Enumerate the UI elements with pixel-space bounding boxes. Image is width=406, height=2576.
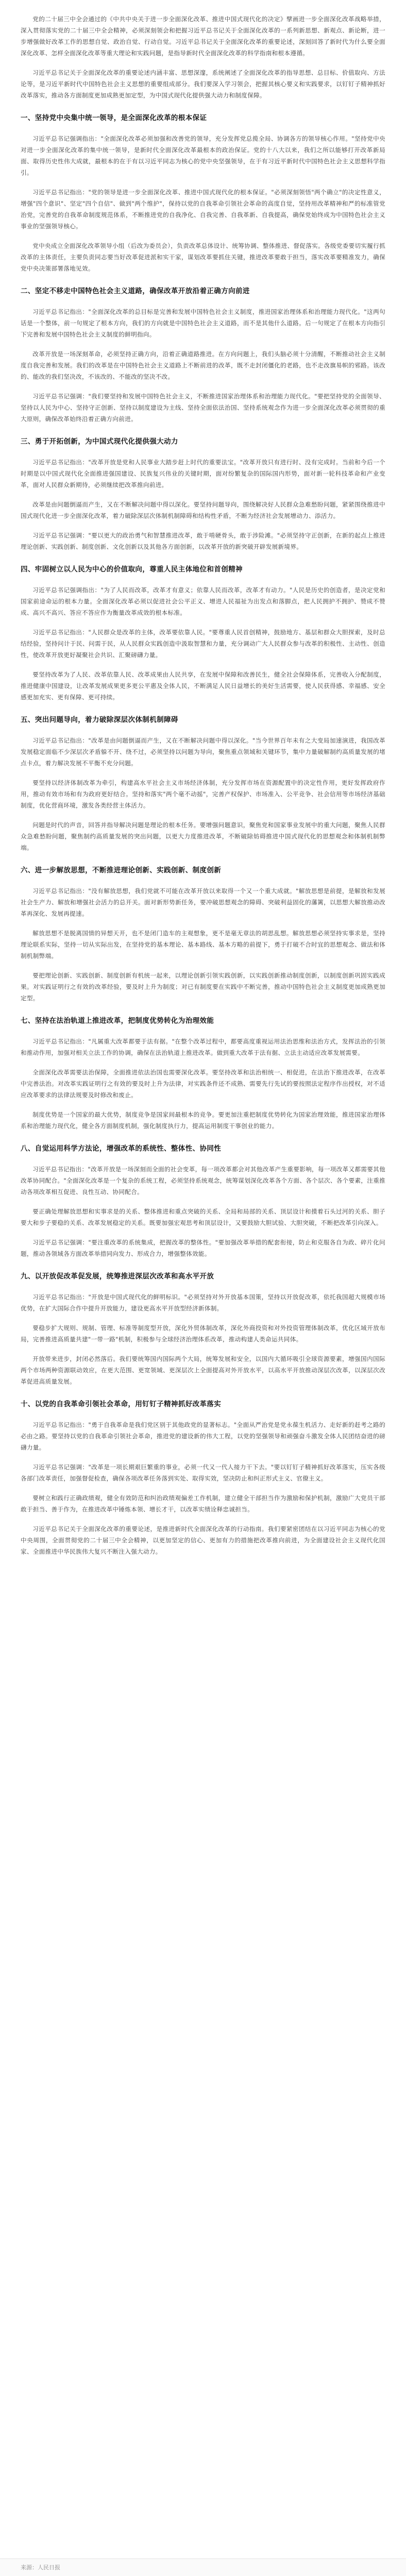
paragraph: 习近平总书记指出："改革是由问题倒逼而产生，又在不断解决问题中得以深化。"当今世界百年未有之大变局加速演进，我国改革发展稳定面临不少深层次矛盾躲不开、绕不过，必须坚持以问题为导向，聚焦重点领域和关键环节，集中力量破解制约高质量发展的堵点卡点，着力解决发展不平衡不充分问题。 bbox=[21, 737, 385, 767]
paragraph: 要稳步扩大规则、规制、管理、标准等制度型开放，深化外贸体制改革，深化外商投资和对外投资管理体制改革，优化区域开放布局，完善推进高质量共建"一带一路"机制，积极参与全球经济治理体系改革，推动构建人类命运共同体。 bbox=[21, 1324, 385, 1343]
paragraph: 要把理论创新、实践创新、制度创新有机统一起来，以理论创新引领实践创新，以实践创新推动制度创新，以制度创新巩固实践成果。对实践证明行之有效的改革经验，要及时上升为制度；对已有制度要在实践中不断完善，推动中国特色社会主义制度更加成熟更加定型。 bbox=[21, 972, 385, 1002]
section-heading: 六、进一步解放思想，不断推进理论创新、实践创新、制度创新 bbox=[21, 866, 222, 874]
section-heading: 五、突出问题导向，着力破除深层次体制机制障碍 bbox=[21, 716, 178, 724]
paragraph: 习近平总书记强调指出："为了人民而改革，改革才有意义；依靠人民而改革，改革才有动力。"人民是历史的创造者，是决定党和国家前途命运的根本力量。全面深化改革必须以促进社会公平正义、增进人民福祉为出发点和落脚点，把人民拥护不拥护、赞成不赞成、高兴不高兴、答应不答应作为衡量改革成效的根本标准。 bbox=[21, 586, 385, 616]
paragraph: 党中央成立全面深化改革领导小组（后改为委员会），负责改革总体设计、统筹协调、整体推进、督促落实。各级党委要切实履行抓改革的主体责任，主要负责同志要当好改革促进派和实干家，谋划改革要抓住关键，推进改革要敢于担当，落实改革要精准发力，确保党中央决策部署落地见效。 bbox=[21, 242, 385, 272]
paragraph: 改革开放是一场深刻革命，必须坚持正确方向，沿着正确道路推进。在方向问题上，我们头脑必须十分清醒，不断推动社会主义制度自我完善和发展。我们的改革是在中国特色社会主义道路上不断前进的改革，既不走封闭僵化的老路，也不走改旗易帜的邪路。该改的、能改的我们坚决改，不该改的、不能改的坚决不改。 bbox=[21, 350, 385, 380]
paragraph: 改革是由问题倒逼而产生，又在不断解决问题中得以深化。要坚持问题导向，围绕解决好人民群众急难愁盼问题，紧紧围绕推进中国式现代化进一步全面深化改革，着力破除深层次体制机制障碍和结构性矛盾，不断为经济社会发展增动力、添活力。 bbox=[21, 501, 385, 519]
paragraph: 开放带来进步，封闭必然落后。我们要统筹国内国际两个大局，统筹发展和安全，以国内大循环吸引全球资源要素，增强国内国际两个市场两种资源联动效应，在更大范围、更宽领域、更深层次上全面提高对外开放水平，以高水平开放推动深层次改革，以深层次改革促进高质量发展。 bbox=[21, 1355, 385, 1385]
section-heading: 二、坚定不移走中国特色社会主义道路，确保改革开放沿着正确方向前进 bbox=[21, 287, 250, 295]
paragraph: 习近平总书记指出："党的领导是进一步全面深化改革、推进中国式现代化的根本保证。"必须深刻领悟"两个确立"的决定性意义，增强"四个意识"、坚定"四个自信"、做到"两个维护"，保持以党的自我革命引领社会革命的高度自觉，坚持用改革精神和严的标准管党治党，完善党的自我革命制度规范体系，不断推进党的自我净化、自我完善、自我革新、自我提高，确保党始终成为中国特色社会主义事业的坚强领导核心。 bbox=[21, 189, 385, 230]
paragraph: 解放思想不是脱离国情的异想天开，也不是闭门造车的主观想象，更不是毫无章法的胡思乱想。解放思想必须坚持实事求是，坚持理论联系实际，坚持一切从实际出发，在坚持党的基本理论、基本路线、基本方略的前提下，勇于打破不合时宜的思想观念、做法和体制机制弊端。 bbox=[21, 930, 385, 959]
paragraph: 习近平总书记强调："要注重改革的系统集成，把握改革的整体性。"要加强改革举措的配套衔接，防止和克服各自为政、碎片化问题，推动各领域各方面改革举措同向发力、形成合力，增强整体效能。 bbox=[21, 1239, 385, 1257]
paragraph: 习近平总书记强调："改革是一项长期艰巨繁重的事业，必须一代又一代人接力干下去。"要以钉钉子精神抓好改革落实，压实各级各部门改革责任，加强督促检查，确保各项改革任务落到实处、取得实效，坚决防止和纠正形式主义、官僚主义。 bbox=[21, 1463, 385, 1482]
paragraph: 习近平总书记强调："要以更大的政治勇气和智慧推进改革，敢于啃硬骨头，敢于涉险滩。"必须坚持守正创新，在新的起点上推进理论创新、实践创新、制度创新、文化创新以及其他各方面创新，以改革开放的新突破开辟发展新境界。 bbox=[21, 532, 385, 550]
paragraph: 习近平总书记强调："我们要坚持和发展中国特色社会主义，不断推进国家治理体系和治理能力现代化。"要把坚持党的全面领导、坚持以人民为中心、坚持守正创新、坚持以制度建设为主线、坚持全面依法治国、坚持系统观念作为进一步全面深化改革必须贯彻的重大原则，确保改革始终沿着正确方向前进。 bbox=[21, 393, 385, 423]
paragraph: 习近平总书记指出："人民群众是改革的主体，改革要依靠人民。"要尊重人民首创精神，鼓励地方、基层和群众大胆探索，及时总结经验，坚持问计于民、问需于民，从人民群众实践创造中汲取智慧和力量，充分调动广大人民群众参与改革的积极性、主动性、创造性，使改革开放更好凝聚社会共识、汇聚磅礴力量。 bbox=[21, 629, 385, 659]
section-heading: 九、以开放促改革促发展，统筹推进深层次改革和高水平开放 bbox=[21, 1272, 214, 1281]
paragraph: 习近平总书记强调指出："全面深化改革必须加强和改善党的领导，充分发挥党总揽全局、协调各方的领导核心作用。"坚持党中央对进一步全面深化改革的集中统一领导，是新时代全面深化改革最根本的政治保证。党的十八大以来，我们之所以能够打开改革新局面、取得历史性伟大成就，最根本的在于有以习近平同志为核心的党中央坚强领导，在于有习近平新时代中国特色社会主义思想科学指引。 bbox=[21, 135, 385, 176]
section-heading: 十、以党的自我革命引领社会革命，用钉钉子精神抓好改革落实 bbox=[21, 1400, 222, 1408]
paragraph: 习近平总书记关于全面深化改革的重要论述，是推进新时代全面深化改革的行动指南。我们要紧密团结在以习近平同志为核心的党中央周围，全面贯彻党的二十届三中全会精神，以更加坚定的信心、更加有力的措施把改革推向前进，为全面建设社会主义现代化国家、全面推进中华民族伟大复兴不断注入强大动力。 bbox=[21, 1525, 385, 1555]
paragraph: 习近平总书记指出："开放是中国式现代化的鲜明标识。"必须坚持对外开放基本国策，坚持以开放促改革，依托我国超大规模市场优势，在扩大国际合作中提升开放能力，建设更高水平开放型经济新体制。 bbox=[21, 1293, 385, 1312]
paragraph: 习近平总书记指出："全面深化改革的总目标是完善和发展中国特色社会主义制度，推进国家治理体系和治理能力现代化。"这两句话是一个整体，前一句规定了根本方向，我们的方向就是中国特色社会主义道路，而不是其他什么道路。后一句规定了在根本方向指引下完善和发展中国特色社会主义制度的鲜明指向。 bbox=[21, 308, 385, 338]
section-heading: 七、坚持在法治轨道上推进改革，把制度优势转化为治理效能 bbox=[21, 1017, 214, 1025]
paragraph: 习近平总书记指出："改革开放是党和人民事业大踏步赶上时代的重要法宝。"改革开放只有进行时、没有完成时。当前和今后一个时期是以中国式现代化全面推进强国建设、民族复兴伟业的关键时期，面对纷繁复杂的国际国内形势，面对新一轮科技革命和产业变革，面对人民群众新期待，必须继续把改革推向前进。 bbox=[21, 459, 385, 489]
section-heading: 三、勇于开拓创新，为中国式现代化提供强大动力 bbox=[21, 437, 178, 446]
paragraph: 全面深化改革需要法治保障，全面推进依法治国也需要深化改革。要坚持改革和法治相统一、相促进，在法治下推进改革，在改革中完善法治。对改革实践证明行之有效的要及时上升为法律，对实践条件还不成熟、需要先行先试的要按照法定程序作出授权，对不适应改革要求的法律法规要及时修改和废止。 bbox=[21, 1069, 385, 1099]
paragraph: 习近平总书记指出："改革开放是一场深刻而全面的社会变革，每一项改革都会对其他改革产生重要影响，每一项改革又都需要其他改革协同配合。"全面深化改革是一个复杂的系统工程，必须坚持系统观念，统筹谋划深化改革各个方面、各个层次、各个要素，注重推动各项改革相互促进、良性互动、协同配合。 bbox=[21, 1166, 385, 1196]
paragraph: 习近平总书记关于全面深化改革的重要论述内涵丰富、思想深邃，系统阐述了全面深化改革的指导思想、总目标、价值取向、方法论等，是习近平新时代中国特色社会主义思想的重要组成部分。我们要深入学习领会，把握其核心要义和实践要求，以钉钉子精神抓好改革落实，推动各方面制度更加成熟更加定型，为中国式现代化提供强大动力和制度保障。 bbox=[21, 69, 385, 99]
paragraph: 习近平总书记指出："勇于自我革命是我们党区别于其他政党的显著标志。"全面从严治党是党永葆生机活力、走好新的赶考之路的必由之路。要坚持以党的自我革命引领社会革命，推进党的建设新的伟大工程，以党的坚强领导和顽强奋斗激发全体人民团结奋进的磅礴力量。 bbox=[21, 1421, 385, 1451]
source-label: 来源：人民日报 bbox=[21, 2564, 60, 2571]
paragraph: 党的二十届三中全会通过的《中共中央关于进一步全面深化改革、推进中国式现代化的决定》擘画进一步全面深化改革战略举措，深入贯彻落实党的二十届三中全会精神，必须深刻领会和把握习近平总书记关于全面深化改革的一系列新思想、新观点、新论断，进一步增强做好改革工作的思想自觉、政治自觉、行动自觉。习近平总书记关于全面深化改革的重要论述，深刻回答了新时代为什么要全面深化改革、怎样全面深化改革等重大理论和实践问题，是指导新时代全面深化改革的科学指南和根本遵循。 bbox=[21, 15, 385, 57]
paragraph: 习近平总书记指出："没有解放思想，我们党就不可能在改革开放以来取得一个又一个重大成就。"解放思想是前提，是解放和发展社会生产力、解放和增强社会活力的总开关。面对新形势新任务，要冲破思想观念的障碍、突破利益固化的藩篱，以思想大解放推动改革再深化、发展再提速。 bbox=[21, 887, 385, 917]
article-footer bbox=[0, 2558, 406, 2576]
section-heading: 八、自觉运用科学方法论，增强改革的系统性、整体性、协同性 bbox=[21, 1144, 222, 1153]
paragraph: 问题是时代的声音，回答并指导解决问题是理论的根本任务。要增强问题意识，聚焦党和国家事业发展中的重大问题，聚焦人民群众急难愁盼问题，聚焦制约高质量发展的突出问题，以更大力度推进改革，不断破除妨碍推进中国式现代化的思想观念和体制机制弊端。 bbox=[21, 821, 385, 851]
section-heading: 四、牢固树立以人民为中心的价值取向，尊重人民主体地位和首创精神 bbox=[21, 565, 243, 574]
paragraph: 要坚持改革为了人民、改革依靠人民、改革成果由人民共享，在发展中保障和改善民生，健全社会保障体系，完善收入分配制度，推进健康中国建设，让改革发展成果更多更公平惠及全体人民，不断满足人民日益增长的美好生活需要，使人民获得感、幸福感、安全感更加充实、更有保障、更可持续。 bbox=[21, 671, 385, 701]
paragraph: 要树立和践行正确政绩观，健全有效防范和纠治政绩观偏差工作机制，建立健全干部担当作为激励和保护机制，激励广大党员干部敢于担当、善于作为，在推进改革中锤炼本领、增长才干，以改革实绩诠释忠诚担当。 bbox=[21, 1494, 385, 1513]
paragraph: 制度优势是一个国家的最大优势，制度竞争是国家间最根本的竞争。要更加注重把制度优势转化为国家治理效能，推进国家治理体系和治理能力现代化，健全各方面制度机制，强化制度执行力，提高运用制度干事创业的能力。 bbox=[21, 1111, 385, 1130]
section-heading: 一、坚持党中央集中统一领导，是全面深化改革的根本保证 bbox=[21, 114, 207, 122]
paragraph: 要坚持以经济体制改革为牵引，构建高水平社会主义市场经济体制，充分发挥市场在资源配置中的决定性作用，更好发挥政府作用，推动有效市场和有为政府更好结合。坚持和落实"两个毫不动摇"，完善产权保护、市场准入、公平竞争、社会信用等市场经济基础制度，优化营商环境，激发各类经营主体活力。 bbox=[21, 779, 385, 809]
paragraph: 要正确处理解放思想和实事求是的关系、整体推进和重点突破的关系、全局和局部的关系、顶层设计和摸着石头过河的关系、胆子要大和步子要稳的关系、改革发展稳定的关系。既要加强宏观思考和顶层设计，又要鼓励大胆试验、大胆突破，不断把改革引向深入。 bbox=[21, 1208, 385, 1226]
paragraph: 习近平总书记指出："凡属重大改革都要于法有据。"在整个改革过程中，都要高度重视运用法治思维和法治方式，发挥法治的引领和推动作用，加强对相关立法工作的协调，确保在法治轨道上推进改革。做到重大改革于法有据、立法主动适应改革发展需要。 bbox=[21, 1038, 385, 1056]
